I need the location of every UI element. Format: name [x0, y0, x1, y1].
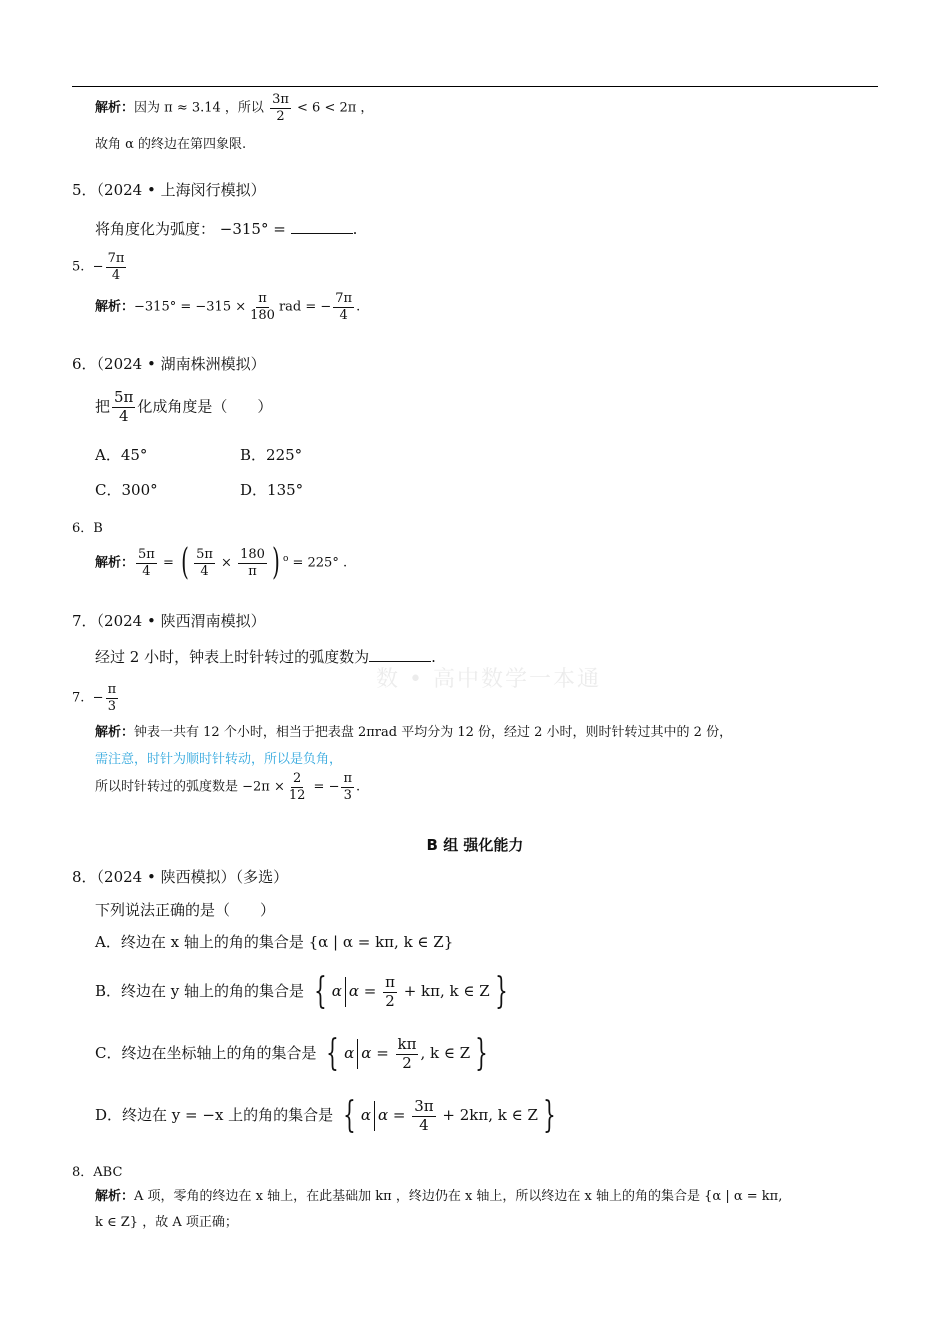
q4-solution-line1: 解析：因为 π ≈ 3.14 ，所以 $\frac{3\pi}{2}$ < 6 < 2π ， [95, 92, 374, 124]
q7-solution-line1: 解析：钟表一共有 12 个小时，相当于把表盘 2πrad 平均分为 12 份，经过 2 小时，则时针转过其中的 2 份， [95, 725, 733, 740]
q8-option-a: A．终边在 x 轴上的角的集合是 {α | α = kπ, k ∈ Z} [95, 933, 454, 951]
q5-solution: 解析：−315° = −315 × $\frac{\pi}{180}$ rad = − $\frac{7\pi}{4}$ . [95, 291, 361, 323]
q5-header: 5．（2024 • 上海闵行模拟） [72, 181, 266, 199]
fraction: $\frac{\pi}{2}$ [385, 972, 395, 1010]
header-rule [72, 86, 878, 87]
q8-option-d: D．终边在 y = −x 上的角的集合是 { α α = $\frac{3\pi}{4}$ + 2kπ, k ∈ Z } [95, 1095, 556, 1136]
q6-option-a: A．45° [95, 446, 148, 464]
fraction: $\frac{\pi}{3}$ [107, 682, 117, 714]
fraction: $\frac{7\pi}{4}$ [335, 291, 353, 323]
answer-blank [369, 647, 431, 662]
fraction: $\frac{5\pi}{4}$ [138, 546, 155, 579]
fraction: $\frac{k\pi}{2}$ [397, 1034, 417, 1072]
q5-answer: 5. − $\frac{7\pi}{4}$ [72, 251, 125, 283]
fraction: $\frac{180}{\pi}$ [240, 546, 265, 579]
q8-solution-line1: 解析：A 项，零角的终边在 x 轴上，在此基础加 kπ ，终边仍在 x 轴上，所以终边在 x 轴上的角的集合是 {α | α = kπ, [95, 1189, 783, 1204]
fraction: $\frac{\pi}{3}$ [343, 771, 353, 803]
fraction: $\frac{3\pi}{4}$ [414, 1096, 434, 1134]
fraction: $\frac{\pi}{180}$ [250, 291, 275, 323]
fraction: $\frac{5\pi}{4}$ [114, 388, 134, 425]
q8-stem: 下列说法正确的是（ ） [95, 901, 276, 919]
q8-option-b: B．终边在 y 轴上的角的集合是 { α α = $\frac{\pi}{2}$ + kπ, k ∈ Z } [95, 971, 508, 1012]
q7-header: 7．（2024 • 陕西渭南模拟） [72, 612, 266, 630]
fraction: $\frac{5\pi}{4}$ [196, 546, 213, 579]
q8-answer: 8．ABC [72, 1165, 123, 1180]
q7-solution-note: 需注意，时针为顺时针转动，所以是负角， [95, 752, 343, 767]
q6-stem: 把 $\frac{5\pi}{4}$ 化成角度是（ ） [95, 388, 273, 425]
q4-solution-line2: 故角 α 的终边在第四象限. [95, 137, 247, 152]
section-title: B 组 强化能力 [426, 836, 524, 854]
q8-option-c: C．终边在坐标轴上的角的集合是 { α α = $\frac{k\pi}{2}$ , k ∈ Z } [95, 1033, 488, 1074]
watermark: 数 • 高中数学一本通 [376, 667, 601, 692]
q6-option-c: C．300° [95, 481, 158, 499]
answer-blank [291, 219, 353, 234]
q8-header: 8．（2024 • 陕西模拟）（多选） [72, 868, 289, 886]
q6-answer: 6．B [72, 521, 103, 536]
q6-solution: 解析： $\frac{5\pi}{4}$ = ( $\frac{5\pi}{4}$ × $\frac{180}{\pi}$ ) $^o$ = 225° . [95, 542, 348, 583]
q6-option-d: D．135° [240, 481, 304, 499]
q6-option-b: B．225° [240, 446, 303, 464]
q7-solution-line3: 所以时针转过的弧度数是 −2π × $\frac{2}{12}$ = − $\frac{\pi}{3}$ . [95, 771, 361, 803]
q7-answer: 7. − $\frac{\pi}{3}$ [72, 682, 117, 714]
q7-stem: 经过 2 小时，钟表上时针转过的弧度数为 . [95, 648, 436, 666]
fraction: $\frac{3\pi}{2}$ [272, 92, 289, 124]
q5-stem: 将角度化为弧度： −315° = . [95, 220, 358, 238]
fraction: $\frac{2}{12}$ [288, 771, 306, 803]
q6-header: 6．（2024 • 湖南株洲模拟） [72, 355, 266, 373]
q8-solution-line2: k ∈ Z} ，故 A 项正确； [95, 1215, 238, 1230]
fraction: $\frac{7\pi}{4}$ [107, 251, 125, 283]
solution-label: 解析： [95, 100, 135, 116]
